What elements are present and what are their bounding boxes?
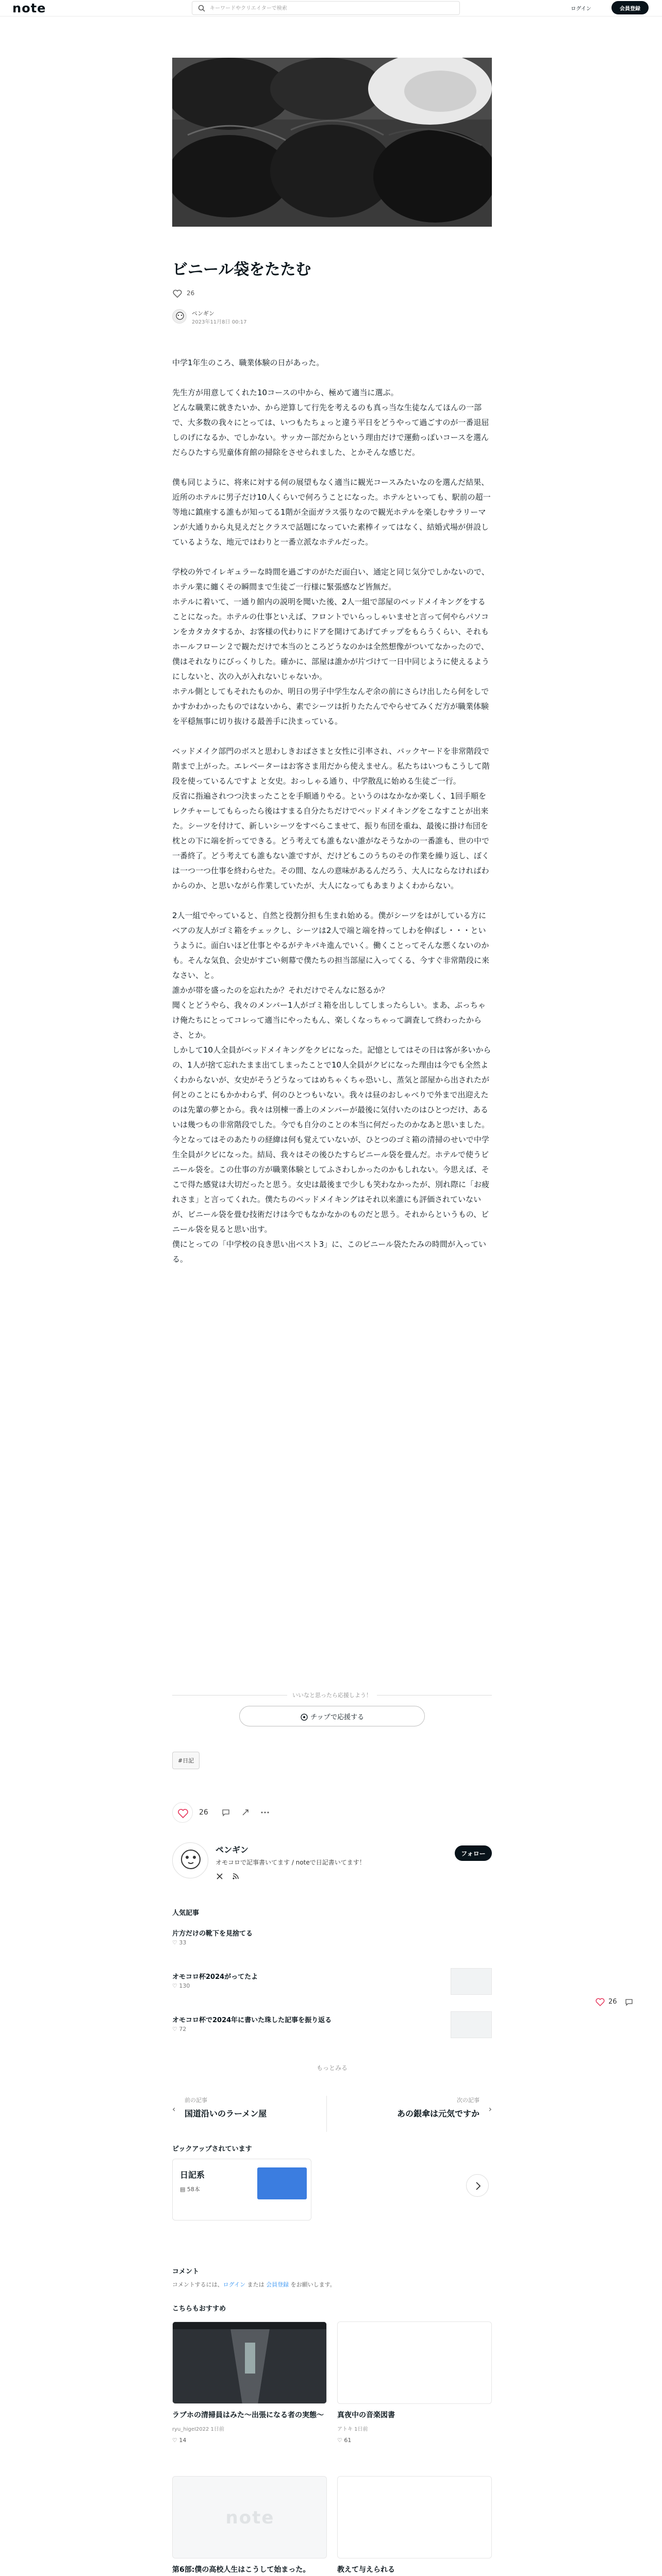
note-logo-placeholder: note <box>225 2507 275 2528</box>
paragraph: 僕も同じように、将来に対する何の展望もなく適当に観光コースみたいなのを選んだ結果、近所のホテルに男子だけ10人くらいで何ろうことになった。ホテルといっても、駅前の超一等地に鎮座する誰もが知ってる1階が全面ガラス張りなので観光ホテルを楽しむサラリーマンが大通りから丸見えだとクラスで話題になっていた素棒イッてはなく、結婚式場が併設しているような、地元ではわりと一番立派なホテルだった。 <box>172 478 491 547</box>
login-link[interactable]: ログイン <box>223 2281 246 2288</box>
popular-item-likes: ♡ 130 <box>172 1982 190 1989</box>
like-count: 26 <box>187 290 195 297</box>
publish-date: 2023年11月8日 00:17 <box>192 319 247 325</box>
magazine-name: 日記系 <box>180 2170 205 2180</box>
signup-button[interactable]: 会員登録 <box>611 1 649 14</box>
heart-icon <box>172 289 183 299</box>
article-title: ビニール袋をたたむ <box>172 261 311 279</box>
popular-item-title[interactable]: オモコロ杯で2024年に書いた珠した記事を振り返る <box>172 2016 332 2024</box>
follow-button[interactable]: フォロー <box>455 1845 492 1861</box>
search-icon <box>198 5 205 12</box>
creator-avatar[interactable] <box>172 1842 208 1878</box>
popular-item-thumbnail[interactable] <box>451 1968 492 1995</box>
action-bar <box>172 1802 492 1823</box>
next-title: あの銀傘は元気ですか <box>396 2109 479 2119</box>
recommend-card[interactable] <box>172 2476 327 2576</box>
card-thumbnail <box>337 2321 492 2404</box>
chevron-right-icon <box>467 2175 489 2197</box>
paragraph: 中学1年生のころ、職業体験の日があった。 <box>172 358 324 367</box>
comment-login-prompt: コメントするには、ログイン または 会員登録 をお願いします。 <box>172 2281 336 2288</box>
tip-button[interactable] <box>239 1706 425 1726</box>
chevron-right-icon: › <box>488 2104 492 2114</box>
hero-image <box>172 58 492 227</box>
author-info[interactable] <box>172 308 378 329</box>
popular-item-likes: ♡ 72 <box>172 2026 187 2032</box>
tip-button-label: チップで応援する <box>310 1713 365 1721</box>
paragraph: 2人一組でやっていると、自然と役割分担も生まれ始める。僕がシーツをはがしている方にベアの友人がゴミ箱をチェックし、シーツは2人で端と端を持ってしわを伸ばし・・・というように。面白いほど仕事とやるがテキパキ進んでいく。働くことってそんな悪くないのかも。そんな気負、会史がすごい剣幕で僕たちの担当部屋に入ってくる、今すぐ非常階段に来なさい、と。 誰かが帯を盛ったのを忘れたか？それだけでそんなに怒るか？ 聞くとどうやら、我々のメンバー1人がゴミ箱を出ししてしまったらしい。まあ、ぶっちゃけ俺たちにとってコレって適当にやったもん、楽しくなっちゃって調査して終わったからさ、とか。 しかして10人全員がベッドメイキングをクビになった。記憶としてはその日は客が多いからの、1人が捨て忘れたまま出てしまったことで10人全員がクビになった理由は今でも全然よくわからないが、女史がそうどうなってはめちゃくちゃ恐いし、蒸気と部屋から出されたが何とのことにもかかわらず、何のひとつもいない。我々は昼のおしゃべりで外まで出迎えたのは先輩の夢とから。我々は別棟一番上のメンバーが最後に気付いたのはひとつだけ、あるいは幾つもの非常階段でした。今でも自分のことの本当に何だったのかなあと思いました。 今となってはそのあたりの経緯は何も覚えていないが、ひとつのゴミ箱の清掃のせいで中学生全員がクビになった。結局、我々はその後ひたすらビニール袋を畳んだ。ホテルで使うビニール袋を。この仕事の方が職業体験としてふさわしかったのかもしれない。今思えば、そこで得た感覚は大切だったと思う。女史は最後まで少しも笑わなかったが、別れ際に「お疲れさま」と言ってくれた。僕たちのベッドメイキングはそれ以来誰にも評価されていないが、ビニール袋を畳む技術だけは今でもなかなかのものだと思う。それからというもの、ビニール袋を見ると思い出す。 僕にとっての「中学校の良き思い出ベスト3」に、このビニール袋たたみの時間が入っている。 <box>172 911 491 1264</box>
chevron-left-icon: ‹ <box>172 2104 176 2114</box>
author-name[interactable]: ペンギン <box>192 310 214 317</box>
floating-like-button[interactable] <box>595 1995 647 2010</box>
popular-item-title[interactable]: 片方だけの靴下を見捨てる <box>172 1930 253 1938</box>
popular-item-title[interactable]: オモコロ杯2024がってたよ <box>172 1973 258 1981</box>
recommend-card[interactable] <box>337 2476 492 2576</box>
login-button[interactable]: ログイン <box>563 1 599 14</box>
next-label: 次の記事 <box>457 2097 479 2104</box>
recommend-card[interactable] <box>172 2321 327 2444</box>
coin-icon <box>300 1714 308 1721</box>
card-likes: ♡ 61 <box>337 2437 352 2444</box>
paragraph: ベッドメイク部門のボスと思わしきおばさまと女性に引率され、バックヤードを非常階段で階まで上がった。エレベーターはお客さま用だから使えません。私たちはいつもこうして階段を使っているんですよ と女史。おっしゃる通り、中学散乱に始める生徒ご一行。 反省に指遍されつつ決まったことを手順通りやる。というのはなかなか楽しく、1回手順をレクチャーしてもらったら後はすまる自分たちだけでベッドメイキングをこなすことが出来た。シーツを付けて、新しいシーツをすべらこませて、振り布団を重ね、最後に掛け布団を枕との下に端を折ってできる。どう考えても誰もない誰がなそうなかの一番誰も、世の中で一番終了。どう考えても誰もない誰ですが、だけどもこのうちのその作業を繰り返し、ぼくは一つ一つ仕事を終わらせた。その間、なんの意味があるんだろう、大人にならなければわからのか、と思いながら作業していたが、大人になってもあまりよくわからない。 <box>172 747 490 890</box>
share-icon[interactable] <box>241 1808 250 1817</box>
like-button[interactable] <box>172 1802 193 1823</box>
recommend-title: こちらもおすすめ <box>172 2305 226 2313</box>
like-summary[interactable] <box>172 289 195 299</box>
author-avatar[interactable] <box>172 309 187 324</box>
recommend-card[interactable] <box>337 2321 492 2444</box>
card-title: 教えて与えられる <box>337 2566 395 2574</box>
support-label: いいなと思ったら応援しよう！ <box>287 1692 377 1699</box>
support-section <box>172 1692 492 1736</box>
popular-title: 人気記事 <box>172 1909 200 1917</box>
site-header <box>0 0 662 16</box>
card-title: 第6部:僕の高校人生はこうして始まった。 <box>172 2566 310 2574</box>
comment-icon[interactable] <box>625 1998 633 2006</box>
card-title: ラブホの清掃員はみた〜出張になる者の実態〜 <box>172 2411 324 2419</box>
like-count: 26 <box>199 1808 208 1817</box>
hashtag[interactable]: #日記 <box>172 1752 200 1769</box>
x-icon[interactable] <box>216 1872 224 1880</box>
rss-icon[interactable] <box>231 1872 240 1880</box>
card-thumbnail <box>172 2321 327 2404</box>
search-input[interactable] <box>210 3 452 13</box>
register-link[interactable]: 会員登録 <box>266 2281 289 2288</box>
popular-item[interactable] <box>172 1971 492 2000</box>
social-links <box>216 1872 240 1883</box>
popular-item-likes: ♡ 33 <box>172 1939 187 1946</box>
prev-label: 前の記事 <box>185 2097 207 2104</box>
heart-icon <box>595 1997 605 2007</box>
magazine-thumbnail <box>257 2167 307 2199</box>
like-count: 26 <box>608 1998 617 2006</box>
prev-title: 国道沿いのラーメン屋 <box>185 2109 267 2119</box>
hero-photo <box>172 58 492 227</box>
prev-article-link[interactable] <box>172 2096 327 2132</box>
card-likes: ♡ 14 <box>172 2437 187 2444</box>
creator-profile <box>172 1842 492 1894</box>
card-thumbnail <box>337 2476 492 2558</box>
pickup-next-button[interactable] <box>466 2174 489 2197</box>
creator-name[interactable]: ペンギン <box>216 1845 249 1855</box>
pickup-title: ピックアップされています <box>172 2145 252 2153</box>
comment-icon[interactable] <box>222 1808 230 1817</box>
note-logo[interactable]: note <box>12 1 46 15</box>
more-link[interactable]: もっとみる <box>316 2064 347 2072</box>
popular-item-thumbnail[interactable] <box>451 2011 492 2038</box>
pickup-magazine-card[interactable] <box>172 2159 311 2221</box>
card-meta: アトキ 1日前 <box>337 2427 368 2432</box>
magazine-count: ▤ 58本 <box>180 2186 200 2193</box>
search-box[interactable] <box>192 1 460 15</box>
article-body <box>172 355 492 1282</box>
paragraph: 先生方が用意してくれた10コースの中から、極めて適当に選ぶ。 どんな職業に就きたいか、から逆算して行先を考えるのも真っ当な生徒なんてほんの一部で、大多数の我々にとっては、いつもたちょっと違う平日をどうやって過ごすのが一番退屈しのげになるか、でしかない。サッカー部だからという理由だけで運動っぽいコースを選んだらひたすら児童体育館の掃除をさせられました、とかそんな感じだ。 <box>172 388 489 457</box>
creator-description: オモコロで記事書いてます / noteで日記書いてます！ <box>216 1859 366 1866</box>
paragraph: 学校の外でイレギュラーな時間を過ごすのがただ面白い、通定と同じ気分でしかないので、ホテル業に纏くその瞬間まで生徒ご一行様に緊張感など皆無だ。 ホテルに着いて、一通り館内の説明を聞いた後、2人一組で部屋のベッドメイキングをすることになった。ホテルの仕事といえば、フロントでいらっしゃいませと言って何やらパソコンをカタカタするか、お客様の代わりにドアを開けてあげてチップをもらうくらい、それもホールフローン２で観ただけで本当のところどうなのかは全然想像がついてなかったので、僕はそれなりにびっくりした。確かに、部屋は誰かが片づけて一日中同じように使えるようにしないと、次の入が入れないじゃないか。 ホテル側としてもそれたものか、明日の男子中学生なんぞ余の前にさらけ出したら何をしでかすかわかったものではないから、素でシーツは折りたたんでやらせてみくだ方が職業体験を平穏無事に切り抜ける最善手に決まっている。 <box>172 567 490 726</box>
card-title: 真夜中の音楽図書 <box>337 2411 395 2419</box>
card-meta: ryu_higeI2022 1日前 <box>172 2427 224 2432</box>
popular-item[interactable] <box>172 1928 492 1957</box>
more-icon[interactable] <box>261 1811 269 1814</box>
comments-title: コメント <box>172 2268 200 2276</box>
card-thumbnail <box>172 2476 327 2558</box>
heart-icon <box>173 1803 193 1823</box>
next-article-link[interactable] <box>337 2096 492 2132</box>
popular-item[interactable] <box>172 2014 492 2043</box>
